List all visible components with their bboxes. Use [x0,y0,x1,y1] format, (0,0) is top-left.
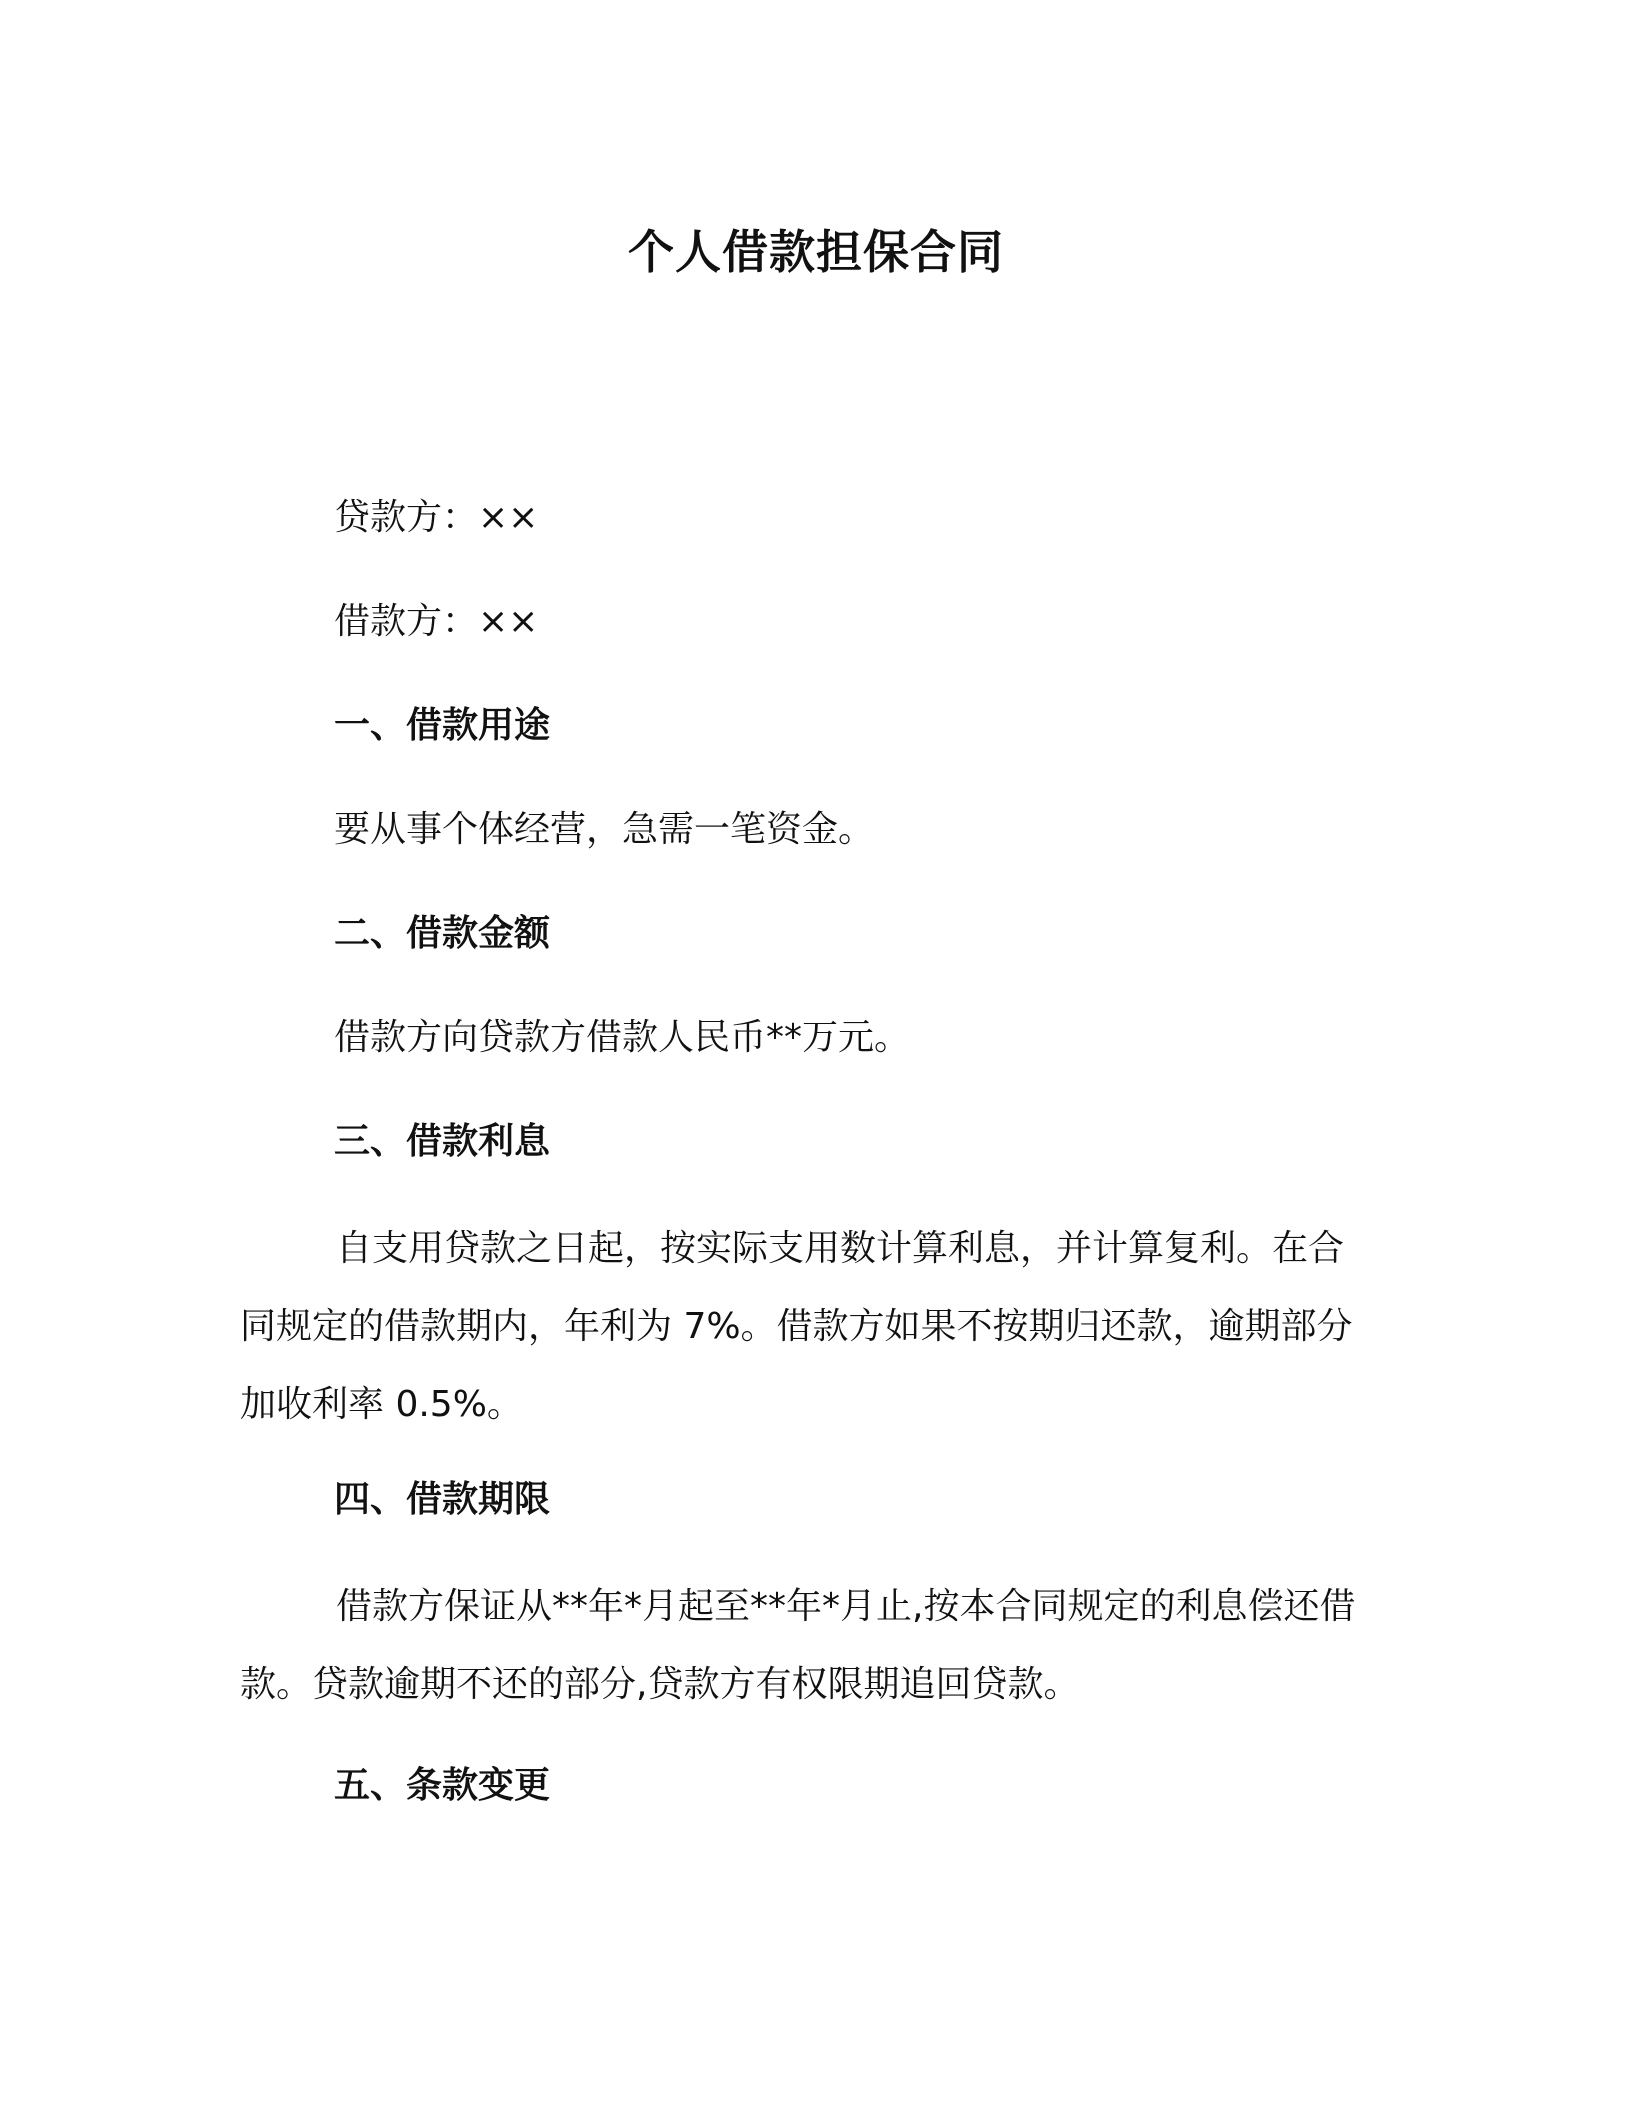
section-body-interest [240,1210,1390,1444]
term-line-1: 借款方保证从**年*月起至**年*月止,按本合同规定的利息偿还借 [336,1586,1356,1627]
section-body-purpose: 要从事个体经营，急需一笔资金。 [334,809,875,850]
section-heading-interest: 三、借款利息 [334,1121,551,1162]
section-heading-changes: 五、条款变更 [334,1765,551,1806]
interest-line-3: 加收利率 0.5%。 [240,1384,523,1425]
interest-line-2: 同规定的借款期内，年利为 7%。借款方如果不按期归还款，逾期部分 [240,1306,1353,1347]
section-heading-purpose: 一、借款用途 [334,705,551,746]
term-line-2: 款。贷款逾期不还的部分,贷款方有权限期追回贷款。 [240,1664,1080,1705]
borrower-line: 借款方：×× [334,601,539,642]
interest-line-1: 自支用贷款之日起，按实际支用数计算利息，并计算复利。在合 [336,1228,1345,1269]
lender-line: 贷款方：×× [334,497,539,538]
section-heading-term: 四、借款期限 [334,1479,551,1520]
section-body-amount: 借款方向贷款方借款人民币**万元。 [334,1017,911,1058]
section-heading-amount: 二、借款金额 [334,913,551,954]
section-body-term [240,1568,1390,1724]
document-title: 个人借款担保合同 [628,225,1004,279]
